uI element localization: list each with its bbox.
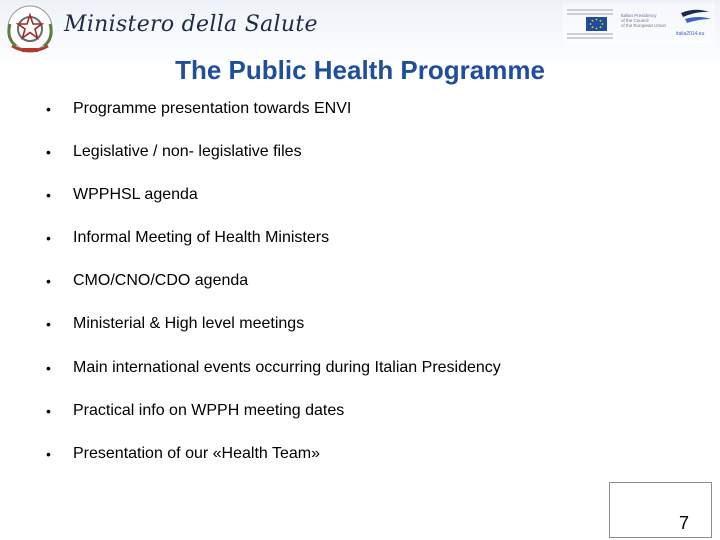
list-item-text: Programme presentation towards ENVI	[73, 100, 352, 117]
bullet-icon: •	[46, 187, 51, 204]
bullet-icon: •	[46, 273, 51, 290]
bullet-list	[46, 98, 501, 486]
italian-republic-emblem-icon	[2, 2, 58, 58]
list-item	[46, 313, 501, 356]
list-item	[46, 227, 501, 270]
list-item-text: Ministerial & High level meetings	[73, 315, 305, 333]
list-item-text: WPPHSL agenda	[73, 186, 198, 204]
bullet-icon: •	[46, 316, 51, 333]
presidency-caption: Italian Presidency of the Council of the European Union	[621, 13, 667, 29]
presidency-tag: italia2014.eu	[676, 31, 705, 37]
list-item-text: Presentation of our «Health Team»	[73, 444, 320, 462]
bullet-icon: •	[46, 445, 51, 462]
list-item	[46, 184, 501, 227]
list-item-text: Main international events occurring during Italian Presidency	[73, 358, 501, 376]
list-item-text: Legislative / non- legislative files	[73, 143, 302, 161]
bullet-icon: •	[46, 101, 51, 117]
slide-title: The Public Health Programme	[175, 55, 545, 85]
bullet-icon: •	[46, 144, 51, 161]
list-item-text: Informal Meeting of Health Ministers	[73, 229, 330, 247]
bullet-icon: •	[46, 359, 51, 376]
list-item	[46, 98, 501, 141]
bullet-icon: •	[46, 230, 51, 247]
page-number-box	[609, 482, 712, 538]
list-item-text: CMO/CNO/CDO agenda	[73, 272, 249, 290]
ministry-name: Ministero della Salute	[64, 12, 318, 37]
list-item-text: Practical info on WPPH meeting dates	[73, 401, 345, 419]
bullet-icon: •	[46, 402, 51, 419]
list-item	[46, 357, 501, 400]
page-number: 7	[678, 513, 689, 533]
list-item	[46, 400, 501, 443]
list-item	[46, 443, 501, 486]
list-item	[46, 141, 501, 184]
list-item	[46, 270, 501, 313]
